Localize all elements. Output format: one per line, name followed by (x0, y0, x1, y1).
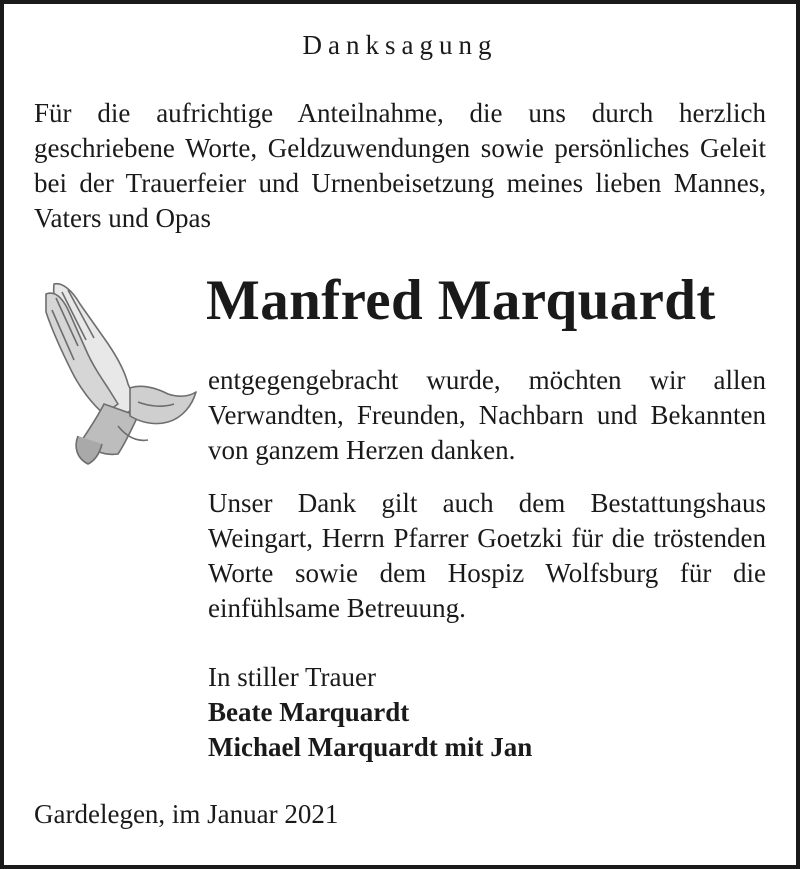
intro-text: Für die aufrichtige Anteilnahme, die uns durch herzlich geschriebene Worte, Geldzuwendungen sowie persönliches Geleit bei der Trauerfeier und Urnenbeisetzung meines lieben Mannes, Vaters und Opas (34, 98, 766, 233)
signature-name-1: Beate Marquardt (208, 697, 410, 727)
signature-block (208, 660, 532, 765)
deceased-name: Manfred Marquardt (206, 269, 716, 332)
praying-hands-icon (34, 276, 198, 468)
signature-intro: In stiller Trauer (208, 662, 376, 692)
acknowledgement-paragraph: Unser Dank gilt auch dem Bestattungshaus Weingart, Herrn Pfarrer Goetzki für die tröstenden Worte sowie dem Hospiz Wolfsburg für die einfühlsame Betreuung. (208, 488, 766, 623)
place-date: Gardelegen, im Januar 2021 (34, 799, 339, 829)
thanks-paragraph: entgegengebracht wurde, möchten wir allen Verwandten, Freunden, Nachbarn und Bekannten von ganzem Herzen danken. (208, 365, 766, 465)
signature-name-2: Michael Marquardt mit Jan (208, 732, 533, 762)
notice-heading: Danksagung (302, 30, 498, 60)
